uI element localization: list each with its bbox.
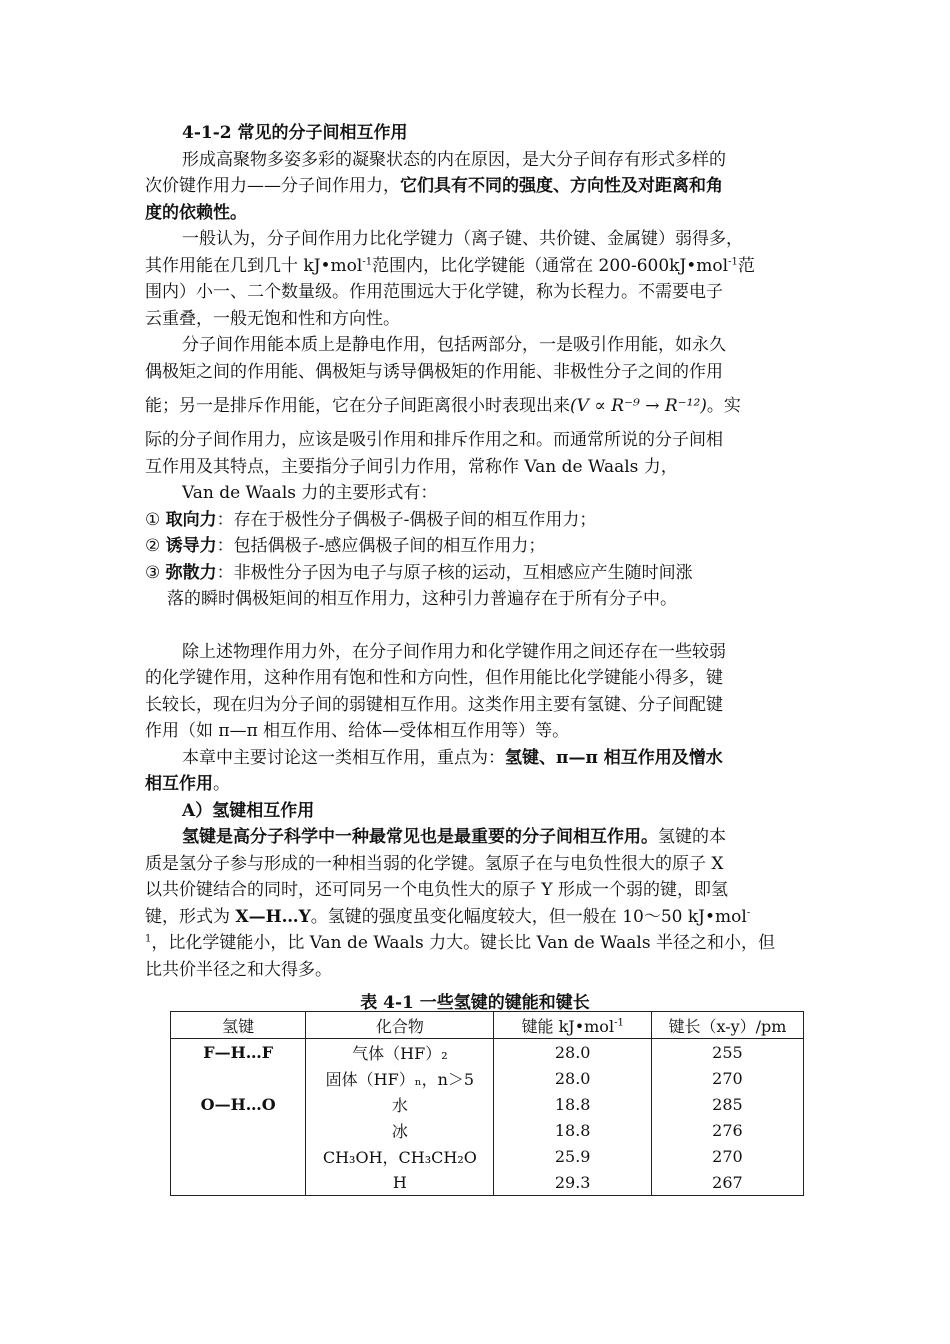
paragraph-line: 除上述物理作用力外，在分子间作用力和化学键作用之间还存在一些较弱 xyxy=(182,641,726,662)
cell-energy: 28.0 xyxy=(494,1065,651,1091)
list-item-continuation: 落的瞬时偶极矩间的相互作用力，这种引力普遍存在于所有分子中。 xyxy=(167,589,677,609)
cell-energy: 25.9 xyxy=(494,1143,651,1169)
text-span: 能；另一是排斥作用能，它在分子间距离很小时表现出来 xyxy=(145,396,570,416)
text-span: 范围内，比化学键能（通常在 200-600kJ•mol xyxy=(372,255,729,276)
text-span: 。氢键的强度虽变化幅度较大，但一般在 10～50 kJ•mol xyxy=(310,906,747,927)
text-span: 氢键的本 xyxy=(658,827,726,847)
cell-compound: 水 xyxy=(306,1091,494,1117)
cell-length: 267 xyxy=(651,1169,803,1196)
cell-compound: H xyxy=(306,1169,494,1196)
cell-length: 255 xyxy=(651,1039,803,1066)
bold-text: 相互作用 xyxy=(145,774,213,794)
section-title: 4-1-2 常见的分子间相互作用 xyxy=(182,123,408,143)
superscript: -1 xyxy=(728,255,738,267)
list-term: 诱导力 xyxy=(165,536,217,556)
subheading: A）氢键相互作用 xyxy=(182,800,315,821)
cell-compound: 气体（HF）₂ xyxy=(306,1039,494,1066)
paragraph-line: 偶极矩之间的作用能、偶极矩与诱导偶极矩的作用能、非极性分子之间的作用 xyxy=(145,361,723,382)
cell-energy: 18.8 xyxy=(494,1117,651,1143)
paragraph-line: 作用（如 π—π 相互作用、给体—受体相互作用等）等。 xyxy=(145,721,570,741)
paragraph-line xyxy=(145,385,810,427)
paragraph-line: Van de Waals 力的主要形式有： xyxy=(182,483,438,503)
spacer xyxy=(145,613,810,639)
cell-bond: O—H…O xyxy=(171,1091,306,1117)
paragraph-line: 分子间作用能本质上是静电作用，包括两部分，一是吸引作用能，如永久 xyxy=(182,335,726,355)
bold-text: 氢键、π—π 相互作用及憎水 xyxy=(505,747,723,768)
list-marker: ③ xyxy=(145,562,161,583)
table-caption: 表 4-1 一些氢键的键能和键长 xyxy=(360,993,590,1013)
table-row xyxy=(171,1117,804,1143)
text-span: 本章中主要讨论这一类相互作用，重点为： xyxy=(182,747,505,768)
header-energy xyxy=(494,1012,651,1039)
paragraph-line: 的化学键作用，这种作用有饱和性和方向性，但作用能比化学键能小得多，键 xyxy=(145,668,723,688)
text-span: ，比化学键能小，比 Van de Waals 力大。键长比 Van de Waals 半径之和小，但 xyxy=(151,933,775,953)
paragraph-line xyxy=(145,745,810,772)
repulsion-formula: (V ∝ R⁻⁹ → R⁻¹²) xyxy=(570,396,707,416)
paragraph-line: 围内）小一、二个数量级。作用范围远大于化学键，称为长程力。不需要电子 xyxy=(145,282,723,302)
paragraph-line xyxy=(145,824,810,851)
text-span: 范 xyxy=(737,255,755,276)
cell-bond xyxy=(171,1169,306,1196)
cell-energy: 29.3 xyxy=(494,1169,651,1196)
list-term: 取向力 xyxy=(165,509,217,530)
paragraph-line: 互作用及其特点，主要指分子间引力作用，常称作 Van de Waals 力， xyxy=(145,456,678,477)
table-row xyxy=(171,1143,804,1169)
text-span: 。 xyxy=(213,774,230,794)
superscript: -1 xyxy=(362,255,373,267)
header-bond: 氢键 xyxy=(171,1012,306,1039)
paragraph-line xyxy=(145,253,810,280)
cell-energy: 28.0 xyxy=(494,1039,651,1066)
list-term: 弥散力 xyxy=(165,562,217,583)
superscript: 1 xyxy=(145,933,152,945)
cell-bond xyxy=(171,1117,306,1143)
paragraph-line xyxy=(145,904,810,931)
text-span: 次价键作用力——分子间作用力， xyxy=(145,176,400,196)
paragraph-line: 一般认为，分子间作用力比化学键力（离子键、共价键、金属键）弱得多， xyxy=(182,229,743,249)
table-row xyxy=(171,1039,804,1066)
table-header-row xyxy=(171,1012,804,1039)
paragraph-line: 云重叠，一般无饱和性和方向性。 xyxy=(145,308,400,329)
cell-compound: CH₃OH，CH₃CH₂O xyxy=(306,1143,494,1169)
text-span: 键，形式为 xyxy=(145,906,236,927)
cell-bond xyxy=(171,1143,306,1169)
paragraph-line: 以共价键结合的同时，还可同另一个电负性大的原子 Y 形成一个弱的键，即氢 xyxy=(145,880,729,900)
superscript: - xyxy=(746,906,751,918)
text-span: 其作用能在几到几十 kJ•mol xyxy=(145,255,363,276)
paragraph-line: 际的分子间作用力，应该是吸引作用和排斥作用之和。而通常所说的分子间相 xyxy=(145,430,723,450)
list-item xyxy=(145,533,810,560)
list-item xyxy=(145,560,810,587)
list-item xyxy=(145,507,810,534)
paragraph-line xyxy=(145,771,810,798)
list-marker: ① xyxy=(145,509,161,530)
header-compound: 化合物 xyxy=(306,1012,494,1039)
cell-bond: F—H…F xyxy=(171,1039,306,1066)
paragraph-line: 质是氢分子参与形成的一种相当弱的化学键。氢原子在与电负性很大的原子 X xyxy=(145,853,724,874)
cell-length: 270 xyxy=(651,1065,803,1091)
paragraph-line: 长较长，现在归为分子间的弱键相互作用。这类作用主要有氢键、分子间配键 xyxy=(145,694,723,715)
cell-compound: 固体（HF）ₙ，n＞5 xyxy=(306,1065,494,1091)
bold-text: 它们具有不同的强度、方向性及对距离和角 xyxy=(400,176,723,196)
cell-compound: 冰 xyxy=(306,1117,494,1143)
paragraph-line xyxy=(145,173,810,200)
header-energy-text: 键能 kJ•mol xyxy=(521,1016,615,1036)
paragraph-line: 比共价半径之和大得多。 xyxy=(145,959,332,980)
cell-bond xyxy=(171,1065,306,1091)
superscript: -1 xyxy=(614,1017,624,1029)
cell-length: 285 xyxy=(651,1091,803,1117)
document-body xyxy=(145,120,810,983)
table-row xyxy=(171,1091,804,1117)
paragraph-line: 形成高聚物多姿多彩的凝聚状态的内在原因，是大分子间存有形式多样的 xyxy=(182,149,726,170)
hydrogen-bond-table xyxy=(170,1011,804,1196)
hbond-form: X—H…Y xyxy=(235,906,311,927)
cell-energy: 18.8 xyxy=(494,1091,651,1117)
list-desc: ：存在于极性分子偶极子-偶极子间的相互作用力； xyxy=(216,509,597,530)
table-row xyxy=(171,1169,804,1196)
paragraph-line xyxy=(145,930,810,957)
text-span: 。实 xyxy=(706,396,741,416)
bold-text: 氢键是高分子科学中一种最常见也是最重要的分子间相互作用。 xyxy=(182,827,658,847)
table-row xyxy=(171,1065,804,1091)
cell-length: 270 xyxy=(651,1143,803,1169)
list-desc: ：包括偶极子-感应偶极子间的相互作用力； xyxy=(216,536,546,556)
paragraph-line: 度的依赖性。 xyxy=(145,202,247,223)
header-length: 键长（x-y）/pm xyxy=(651,1012,803,1039)
list-desc: ：非极性分子因为电子与原子核的运动，互相感应产生随时间涨 xyxy=(216,562,693,583)
cell-length: 276 xyxy=(651,1117,803,1143)
list-marker: ② xyxy=(145,536,161,556)
